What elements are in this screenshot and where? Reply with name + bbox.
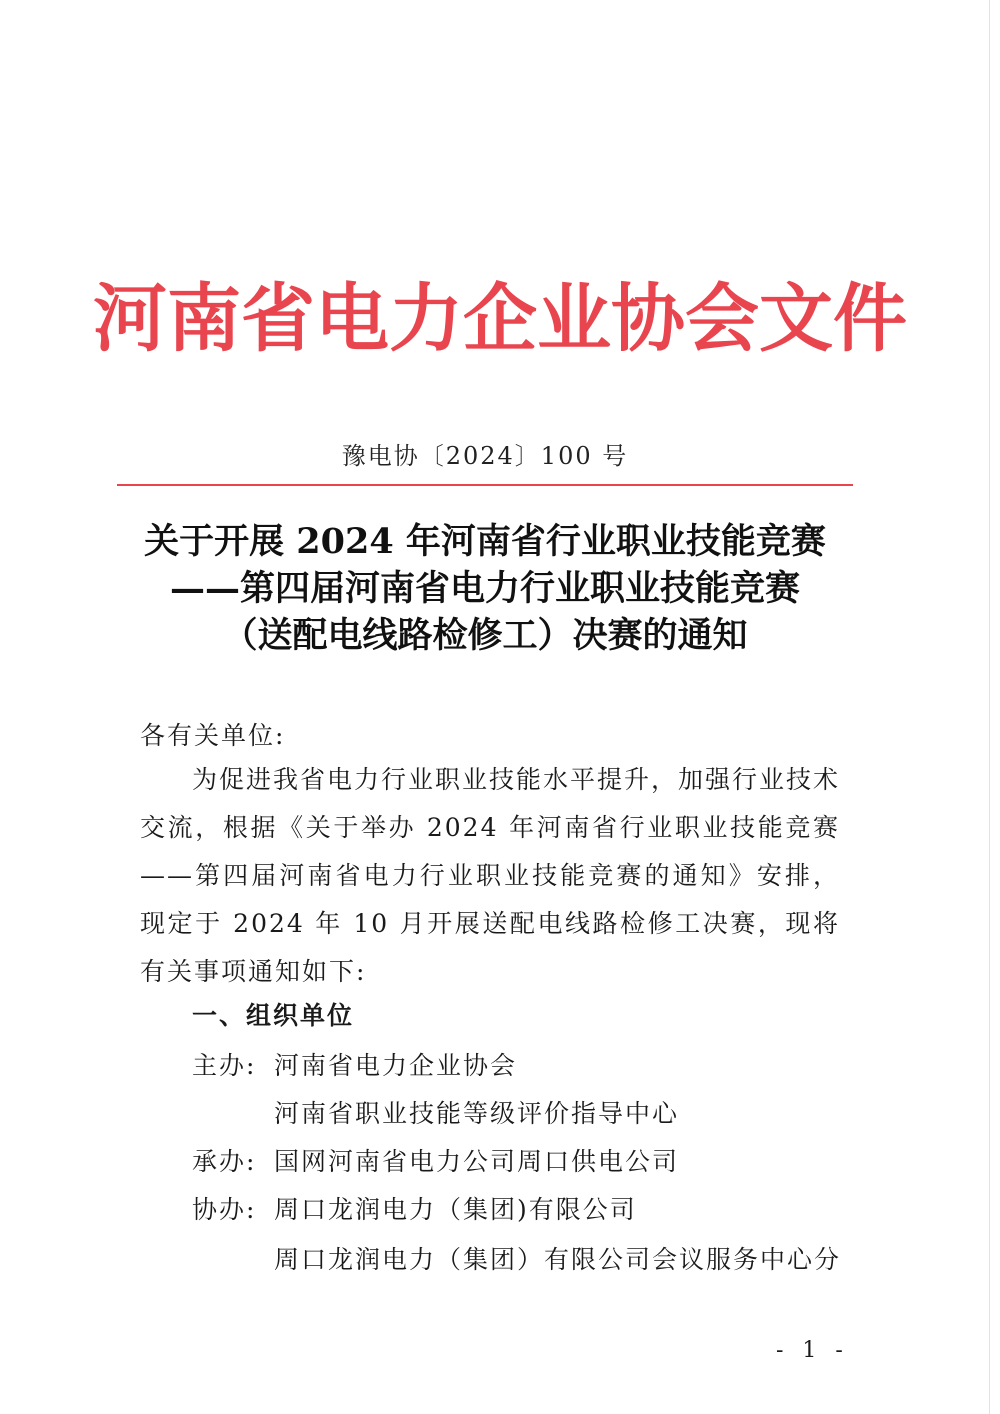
document-number: 豫电协〔2024〕100 号 [341,442,629,470]
red-divider-line [117,484,853,486]
notice-title-line-2: ——第四届河南省电力行业职业技能竞赛 [169,568,800,609]
notice-title [100,518,870,659]
salutation: 各有关单位: [140,721,286,750]
notice-title-line-3: （送配电线路检修工）决赛的通知 [222,615,748,656]
sponsor-name-1: 河南省电力企业协会 [274,1051,518,1080]
section-heading-organizers: 一、组织单位 [192,1001,355,1030]
document-header-title: 河南省电力企业协会文件 [93,276,907,362]
page-edge-line [989,0,990,1414]
organizer-row [192,1142,679,1178]
sponsor-label: 主办: [192,1051,257,1080]
notice-title-line-1: 关于开展 2024 年河南省行业职业技能竞赛 [144,521,826,562]
sponsor-row [192,1046,517,1082]
organizer-name: 国网河南省电力公司周口供电公司 [274,1147,680,1176]
co-organizer-row [192,1190,637,1226]
sponsor-name-2: 河南省职业技能等级评价指导中心 [274,1099,680,1128]
page-number: - 1 - [776,1338,849,1363]
co-organizer-name-2: 周口龙润电力（集团）有限公司会议服务中心分 [274,1245,842,1274]
organizer-label: 承办: [192,1147,257,1176]
intro-paragraph: 为促进我省电力行业职业技能水平提升，加强行业技术交流，根据《关于举办 2024 年河南省行业职业技能竞赛——第四届河南省电力行业职业技能竞赛的通知》安排，现定于 2024 年 10 月开展送配电线路检修工决赛，现将有关事项通知如下: [140,765,841,986]
co-organizer-label: 协办: [192,1195,257,1224]
co-organizer-name-1: 周口龙润电力（集团)有限公司 [274,1195,637,1224]
